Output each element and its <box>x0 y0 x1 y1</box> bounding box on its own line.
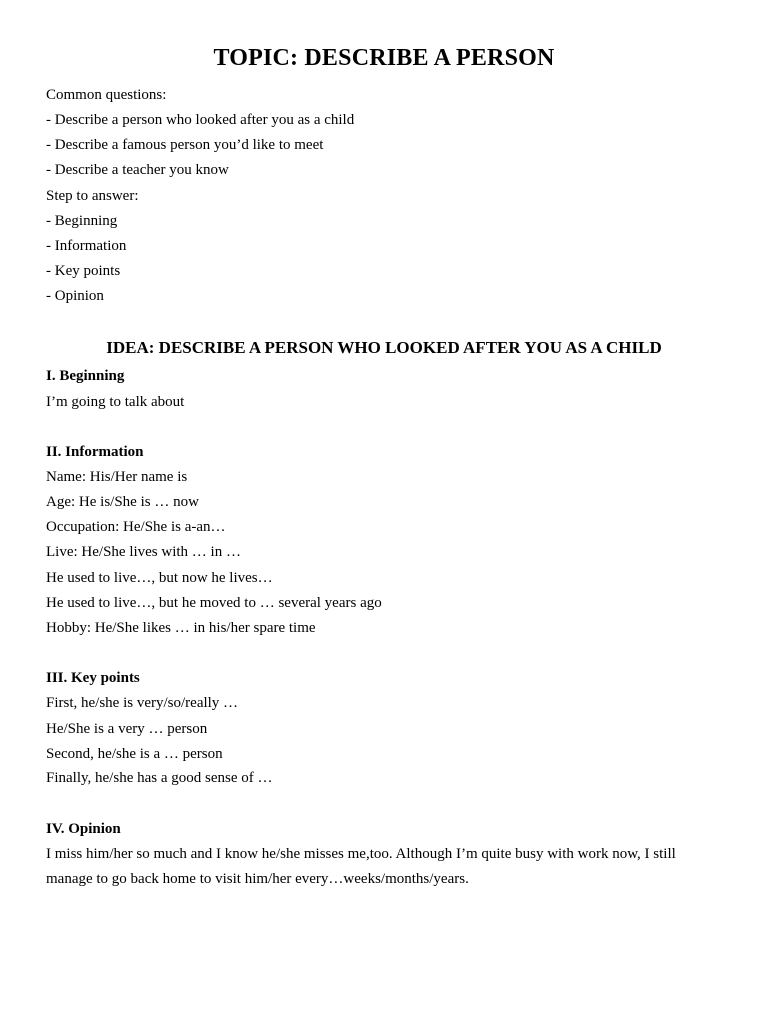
opinion-heading: IV. Opinion <box>46 821 121 837</box>
key-point-line: First, he/she is very/so/really … <box>46 695 239 711</box>
step-item: - Opinion <box>46 288 104 304</box>
information-line: Live: He/She lives with … in … <box>46 544 241 560</box>
step-item: - Key points <box>46 263 121 279</box>
question-item: - Describe a famous person you’d like to meet <box>46 137 324 153</box>
beginning-heading: I. Beginning <box>46 368 125 384</box>
page-title: TOPIC: DESCRIBE A PERSON <box>213 45 555 71</box>
idea-heading: IDEA: DESCRIBE A PERSON WHO LOOKED AFTER YOU AS A CHILD <box>106 338 662 357</box>
information-line: Hobby: He/She likes … in his/her spare time <box>46 620 316 636</box>
beginning-line: I’m going to talk about <box>46 394 185 410</box>
key-points-heading: III. Key points <box>46 670 140 686</box>
information-line: Age: He is/She is … now <box>46 494 199 510</box>
key-point-line: Finally, he/she has a good sense of … <box>46 770 273 786</box>
step-item: - Information <box>46 238 127 254</box>
information-line: Name: His/Her name is <box>46 469 188 485</box>
information-line: He used to live…, but he moved to … several years ago <box>46 595 382 611</box>
steps-label: Step to answer: <box>46 188 139 204</box>
question-item: - Describe a teacher you know <box>46 162 229 178</box>
key-point-line: He/She is a very … person <box>46 721 208 737</box>
step-item: - Beginning <box>46 213 118 229</box>
common-questions-label: Common questions: <box>46 87 167 103</box>
information-line: Occupation: He/She is a-an… <box>46 519 226 535</box>
opinion-paragraph: I miss him/her so much and I know he/she misses me,too. Although I’m quite busy with work now, I still manage to go back home to visit him/her every…weeks/months/years. <box>46 846 676 887</box>
key-point-line: Second, he/she is a … person <box>46 746 223 762</box>
information-heading: II. Information <box>46 444 144 460</box>
information-line: He used to live…, but now he lives… <box>46 570 273 586</box>
question-item: - Describe a person who looked after you as a child <box>46 112 355 128</box>
